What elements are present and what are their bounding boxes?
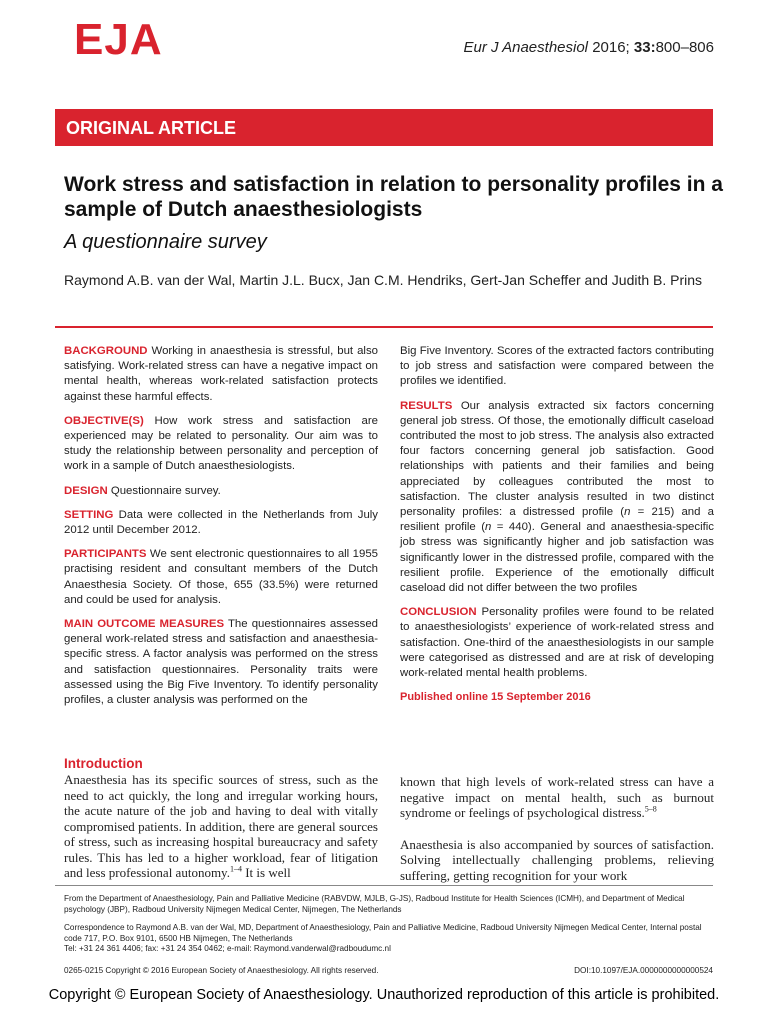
footnote-divider (55, 885, 713, 886)
body-text: known that high levels of work-related stress can have a negative impact on mental health, such as burnout syndrome or feelings of psychological distress. (400, 774, 714, 820)
n-symbol: n (485, 521, 492, 534)
citation (464, 39, 715, 56)
section-label: PARTICIPANTS (64, 548, 147, 561)
abstract-results (400, 399, 714, 597)
published-date: Published online 15 September 2016 (400, 691, 591, 704)
doi: DOI:10.1097/EJA.0000000000000524 (574, 966, 713, 975)
section-heading: Introduction (64, 756, 143, 771)
section-text: Data were collected in the Netherlands from July 2012 until December 2012. (64, 508, 379, 537)
abstract-background (64, 344, 378, 405)
paragraph (400, 774, 714, 821)
section-label: DESIGN (64, 484, 108, 497)
section-label: CONCLUSION (400, 606, 477, 619)
n-symbol: n (624, 506, 631, 519)
reference: 1–4 (229, 864, 242, 874)
section-text: How work stress and satisfaction are experienced may be related to personality. Our aim was to study the relationship between personality and perception of work in a sample of Dutch anaesthesiologists. (64, 414, 378, 473)
reference: 5–8 (644, 804, 657, 814)
section-text: Our analysis extracted six factors concerning general job stress. Of those, the emotionally difficult caseload contributed the most to job stress. The analysis also extracted four factors concerning general job satisfaction. Good relationships with patients and their families and being appreciated by colleagues contributed the most to satisfaction. The cluster analysis resulted in two distinct personality profiles: a distressed profile ( (400, 399, 714, 519)
year: 2016; (592, 39, 630, 56)
section-text: = 215) and a resilient profile ( (400, 506, 715, 534)
article-type-banner (55, 109, 713, 146)
body-text: Anaesthesia has its specific sources of stress, such as the need to act quickly, the long and irregular working hours, the acute nature of the job and having to deal with vitally compromised patients. In addition, there are general sources of stress, such as increasing hospital bureaucracy and safety rules. This has led to a higher workload, fear of litigation and less professional autonomy. (64, 772, 378, 880)
correspondence-address: Correspondence to Raymond A.B. van der Wal, MD, Department of Anaesthesiology, Pain and Palliative Medicine, Radboud University Nijmegen Medical Center, Internal postal code 717, P.O. Box 9101, 6500 HB Nijmegen, The Netherlands (64, 923, 702, 943)
section-label: SETTING (64, 508, 114, 521)
abstract-column-right (400, 344, 714, 714)
journal-name: Eur J Anaesthesiol (463, 39, 589, 56)
section-label: BACKGROUND (64, 345, 148, 357)
copyright-notice: Copyright © European Society of Anaesthesiology. Unauthorized reproduction of this article is prohibited. (48, 987, 720, 1003)
article-title: Work stress and satisfaction in relation to personality profiles in a sample of Dutch anaesthesiologists (64, 173, 723, 221)
affiliation-note: From the Department of Anaesthesiology, Pain and Palliative Medicine (RABVDW, MJLB, G-JS), Radboud Institute for Health Sciences (ICMH), and Department of Medical psychology (JBP), Radboud University Nijmegen Medical Center, Nijmegen, The Netherlands (64, 894, 685, 914)
abstract-setting (64, 508, 378, 538)
volume: 33: (633, 39, 656, 56)
section-label: OBJECTIVE(S) (64, 414, 144, 427)
author-list: Raymond A.B. van der Wal, Martin J.L. Bucx, Jan C.M. Hendriks, Gert-Jan Scheffer and Judith B. Prins (64, 272, 703, 288)
correspondence-contact: Tel: +31 24 361 4406; fax: +31 24 354 0462; e-mail: Raymond.vanderwal@radboudumc.nl (64, 944, 391, 953)
abstract-column-left (64, 344, 378, 717)
section-text: Working in anaesthesia is stressful, but also satisfying. Work-related stress can have a negative impact on mental health, whereas work-related satisfaction protects against these harmful effects. (64, 345, 378, 403)
abstract-objectives (64, 414, 378, 475)
article-type-label: ORIGINAL ARTICLE (66, 118, 236, 138)
intro-column-right (400, 774, 714, 899)
abstract-outcome (64, 617, 378, 708)
abstract-participants (64, 547, 378, 608)
section-label: MAIN OUTCOME MEASURES (64, 618, 225, 631)
pages: 800–806 (655, 39, 714, 56)
abstract-conclusion (400, 605, 714, 681)
correspondence-note (64, 923, 719, 955)
divider (55, 326, 713, 328)
journal-logo: EJA (74, 15, 163, 64)
body-text: It is well (241, 865, 291, 880)
abstract-outcome-continued: Big Five Inventory. Scores of the extracted factors contributing to job stress and satisfaction were compared between the profiles we identified. (400, 345, 714, 388)
intro-column-left (64, 772, 378, 881)
paragraph: Anaesthesia is also accompanied by sources of satisfaction. Solving intellectually challenging problems, relieving suffering, getting recognition for your work (400, 836, 714, 883)
section-text: Questionnaire survey. (110, 484, 221, 497)
section-text: Personality profiles were found to be related to anaesthesiologists’ experience of work-related stress and satisfaction. One-third of the anaesthesiologists in our sample were categorised as distressed and are at risk of developing work-related mental health problems. (400, 606, 714, 680)
article-subtitle: A questionnaire survey (64, 231, 267, 253)
section-label: RESULTS (400, 399, 453, 412)
section-text: The questionnaires assessed general work-related stress and satisfaction and anaesthesia-specific stress. A factor analysis was performed on the stress and satisfaction questionnaires. Personality traits were assessed using the Big Five Inventory. To identify personality profiles, a cluster analysis was performed on the (64, 618, 378, 707)
issn-copyright: 0265-0215 Copyright © 2016 European Society of Anaesthesiology. All rights reserved. (64, 966, 379, 975)
section-text: = 440). General and anaesthesia-specific job stress was significantly higher and job satisfaction was significantly lower in the distressed profile, compared with the resilient profile. Experience of the emotionally difficult caseload did not differ between the two profiles (400, 521, 714, 595)
abstract-design (64, 484, 378, 499)
section-text: We sent electronic questionnaires to all 1955 practising resident and consultant members of the Dutch Anaesthesia Society. Of those, 655 (33.5%) were returned and could be used for analysis. (64, 548, 378, 606)
